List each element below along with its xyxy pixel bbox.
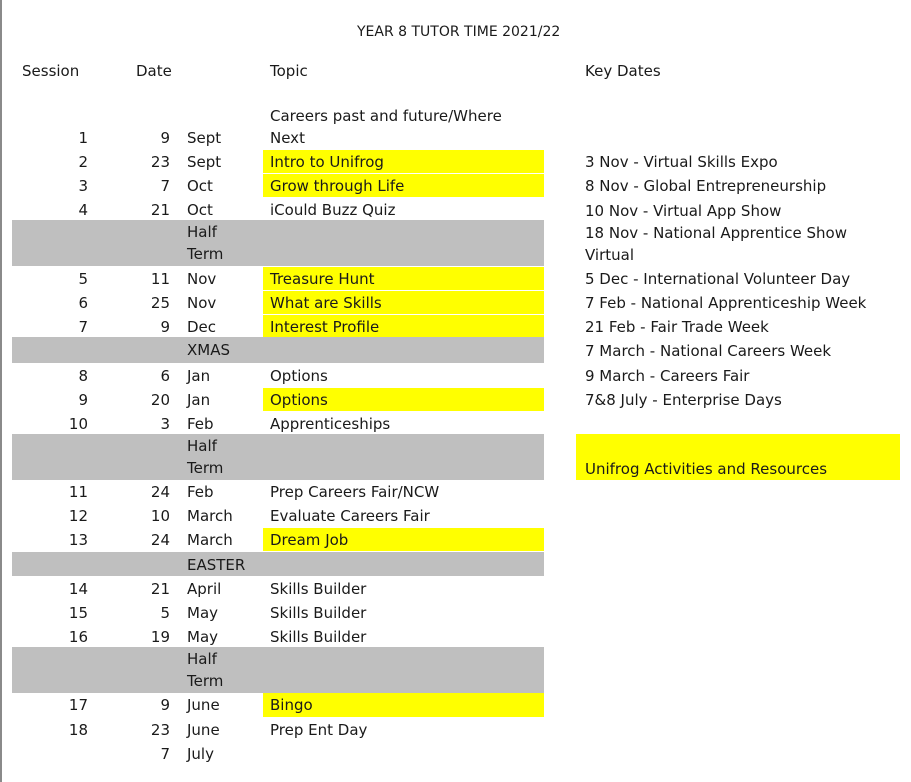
date-month: March (187, 506, 233, 525)
date-day: 5 (160, 603, 170, 622)
date-month: May (187, 627, 219, 646)
break-row (0, 434, 560, 480)
key-date-item: Virtual (585, 246, 635, 264)
key-date-item: 10 Nov - Virtual App Show (585, 202, 782, 220)
break-label: Term (187, 672, 224, 690)
date-day: 24 (150, 530, 170, 549)
table-row (0, 504, 560, 527)
date-day: 7 (160, 745, 170, 763)
break-row-background (12, 434, 544, 480)
session-number: 7 (78, 317, 88, 336)
date-day: 7 (160, 176, 170, 195)
session-number: 11 (68, 482, 88, 501)
date-day: 21 (150, 579, 170, 598)
break-label: Term (187, 245, 224, 263)
table-row (0, 388, 560, 411)
topic-cell: Interest Profile (270, 317, 380, 336)
table-row (0, 412, 560, 435)
date-day: 3 (160, 414, 170, 433)
date-day: 9 (160, 317, 170, 336)
topic-cell-line1: Careers past and future/Where (270, 107, 502, 125)
date-month: Sept (187, 152, 222, 171)
topic-cell: Bingo (270, 696, 313, 714)
date-day: 23 (150, 152, 170, 171)
table-row (0, 528, 560, 551)
date-day: 24 (150, 482, 170, 501)
table-row (0, 105, 560, 150)
table-row (0, 150, 560, 173)
topic-cell: Apprenticeships (270, 414, 391, 433)
date-month: Sept (187, 128, 222, 147)
session-number: 9 (78, 390, 88, 409)
topic-cell: iCould Buzz Quiz (270, 200, 396, 219)
date-month: June (187, 720, 220, 739)
table-row (0, 174, 560, 197)
key-date-item: 3 Nov - Virtual Skills Expo (585, 153, 778, 171)
session-number: 8 (78, 366, 88, 385)
topic-cell: Skills Builder (270, 603, 367, 622)
session-number: 17 (68, 696, 88, 714)
date-month: July (187, 745, 214, 763)
break-label: Term (187, 459, 224, 477)
date-month: Jan (187, 366, 211, 385)
table-row (0, 480, 560, 503)
key-date-item: 18 Nov - National Apprentice Show (585, 224, 847, 242)
topic-cell: Options (270, 390, 328, 409)
table-row (0, 693, 560, 717)
session-number: 12 (68, 506, 88, 525)
session-number: 2 (78, 152, 88, 171)
key-date-item: 9 March - Careers Fair (585, 367, 750, 385)
session-number: 18 (68, 720, 88, 739)
session-number: 1 (78, 128, 88, 147)
topic-cell: Dream Job (270, 530, 349, 549)
date-day: 19 (150, 627, 170, 646)
date-month: Dec (187, 317, 217, 336)
topic-cell: Next (270, 128, 305, 147)
header-session: Session (22, 62, 80, 80)
table-row (0, 625, 560, 648)
break-label: Half (187, 650, 217, 668)
date-month: Jan (187, 390, 211, 409)
page-title: YEAR 8 TUTOR TIME 2021/22 (357, 24, 561, 40)
key-date-item: 7&8 July - Enterprise Days (585, 391, 782, 409)
date-day: 11 (150, 269, 170, 288)
break-row-background (12, 647, 544, 693)
table-row (0, 198, 560, 221)
table-row (0, 315, 560, 338)
date-month: April (187, 579, 222, 598)
topic-cell: Options (270, 366, 328, 385)
unifrog-resources-label: Unifrog Activities and Resources (585, 460, 828, 478)
table-row (0, 601, 560, 624)
header-key-dates: Key Dates (585, 62, 661, 80)
session-number: 14 (68, 579, 88, 598)
break-row (0, 647, 560, 693)
table-row (0, 577, 560, 600)
break-label: Half (187, 437, 217, 455)
key-date-item: 8 Nov - Global Entrepreneurship (585, 177, 827, 195)
break-row-background (12, 552, 544, 576)
table-row (0, 364, 560, 387)
date-day: 6 (160, 366, 170, 385)
session-number: 15 (68, 603, 88, 622)
date-month: June (187, 696, 220, 714)
break-row (0, 337, 560, 363)
break-label: EASTER (187, 556, 246, 574)
unifrog-resources-box (576, 434, 900, 480)
date-day: 21 (150, 200, 170, 219)
date-month: Oct (187, 200, 213, 219)
date-month: Nov (187, 293, 217, 312)
key-date-item: 5 Dec - International Volunteer Day (585, 270, 851, 288)
table-row (0, 742, 560, 766)
key-date-item: 7 March - National Careers Week (585, 342, 832, 360)
topic-cell: Prep Careers Fair/NCW (270, 482, 440, 501)
table-row (0, 718, 560, 741)
date-month: May (187, 603, 219, 622)
key-date-item: 21 Feb - Fair Trade Week (585, 318, 769, 336)
date-day: 23 (150, 720, 170, 739)
topic-cell: Treasure Hunt (270, 269, 375, 288)
table-row (0, 291, 560, 314)
date-month: Oct (187, 176, 213, 195)
date-day: 25 (150, 293, 170, 312)
break-row (0, 220, 560, 266)
date-day: 10 (150, 506, 170, 525)
break-row (0, 552, 560, 576)
topic-cell: What are Skills (270, 293, 382, 312)
topic-cell: Grow through Life (270, 176, 405, 195)
date-day: 9 (160, 696, 170, 714)
date-day: 9 (160, 128, 170, 147)
break-row-background (12, 220, 544, 266)
break-label: XMAS (187, 341, 231, 359)
break-label: Half (187, 223, 217, 241)
break-row-background (12, 337, 544, 363)
key-date-item: 7 Feb - National Apprenticeship Week (585, 294, 867, 312)
header-date: Date (136, 62, 172, 80)
session-number: 4 (78, 200, 88, 219)
topic-cell: Prep Ent Day (270, 720, 368, 739)
topic-cell: Evaluate Careers Fair (270, 506, 430, 525)
date-month: March (187, 530, 233, 549)
session-number: 16 (68, 627, 88, 646)
topic-cell: Skills Builder (270, 627, 367, 646)
date-day: 20 (150, 390, 170, 409)
date-month: Feb (187, 482, 214, 501)
session-number: 6 (78, 293, 88, 312)
header-topic: Topic (270, 62, 308, 80)
topic-cell: Skills Builder (270, 579, 367, 598)
session-number: 13 (68, 530, 88, 549)
session-number: 3 (78, 176, 88, 195)
date-month: Feb (187, 414, 214, 433)
date-month: Nov (187, 269, 217, 288)
session-number: 5 (78, 269, 88, 288)
session-number: 10 (68, 414, 88, 433)
topic-cell: Intro to Unifrog (270, 152, 384, 171)
table-row (0, 267, 560, 290)
